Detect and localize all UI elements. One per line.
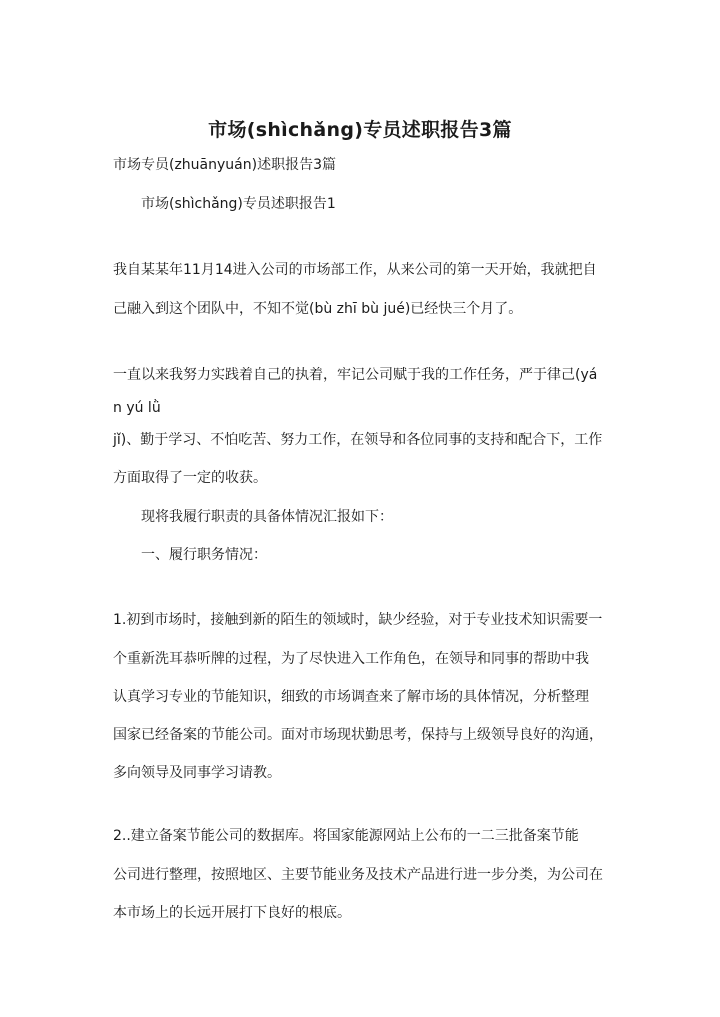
paragraph-line: 1.初到市场时，接触到新的陌生的领域时，缺少经验，对于专业技术知识需要一	[113, 612, 603, 628]
paragraph-line: 国家已经备案的节能公司。面对市场现状勤思考，保持与上级领导良好的沟通，	[113, 727, 603, 743]
paragraph-line: jǐ)、勤于学习、不怕吃苦、努力工作，在领导和各位同事的支持和配合下，工作	[113, 432, 603, 448]
subtitle-line: 市场专员(zhuānyuán)述职报告3篇	[113, 157, 336, 173]
paragraph-line: 方面取得了一定的收获。	[113, 470, 267, 486]
document-title: 市场(shìchǎng)专员述职报告3篇	[208, 119, 512, 141]
paragraph-line: 认真学习专业的节能知识，细致的市场调查来了解市场的具体情况，分析整理	[113, 689, 589, 705]
paragraph-line: 现将我履行职责的具备体情况汇报如下：	[141, 509, 393, 525]
section-heading: 市场(shìchǎng)专员述职报告1	[141, 196, 336, 212]
paragraph-line: 一直以来我努力实践着自己的执着，牢记公司赋于我的工作任务，严于律己(yá	[113, 367, 598, 383]
paragraph-line: 多向领导及同事学习请教。	[113, 765, 281, 781]
paragraph-line: 我自某某年11月14进入公司的市场部工作，从来公司的第一天开始，我就把自	[113, 262, 597, 278]
paragraph-line: n yú lǜ	[113, 400, 161, 416]
paragraph-line: 个重新洗耳恭听牌的过程，为了尽快进入工作角色，在领导和同事的帮助中我	[113, 651, 589, 667]
paragraph-line: 公司进行整理，按照地区、主要节能业务及技术产品进行进一步分类，为公司在	[113, 867, 603, 883]
paragraph-line: 己融入到这个团队中，不知不觉(bù zhī bù jué)已经快三个月了。	[113, 301, 523, 317]
paragraph-line: 2..建立备案节能公司的数据库。将国家能源网站上公布的一二三批备案节能	[113, 828, 579, 844]
paragraph-line: 本市场上的长远开展打下良好的根底。	[113, 905, 351, 921]
section-heading: 一、履行职务情况：	[141, 547, 267, 563]
